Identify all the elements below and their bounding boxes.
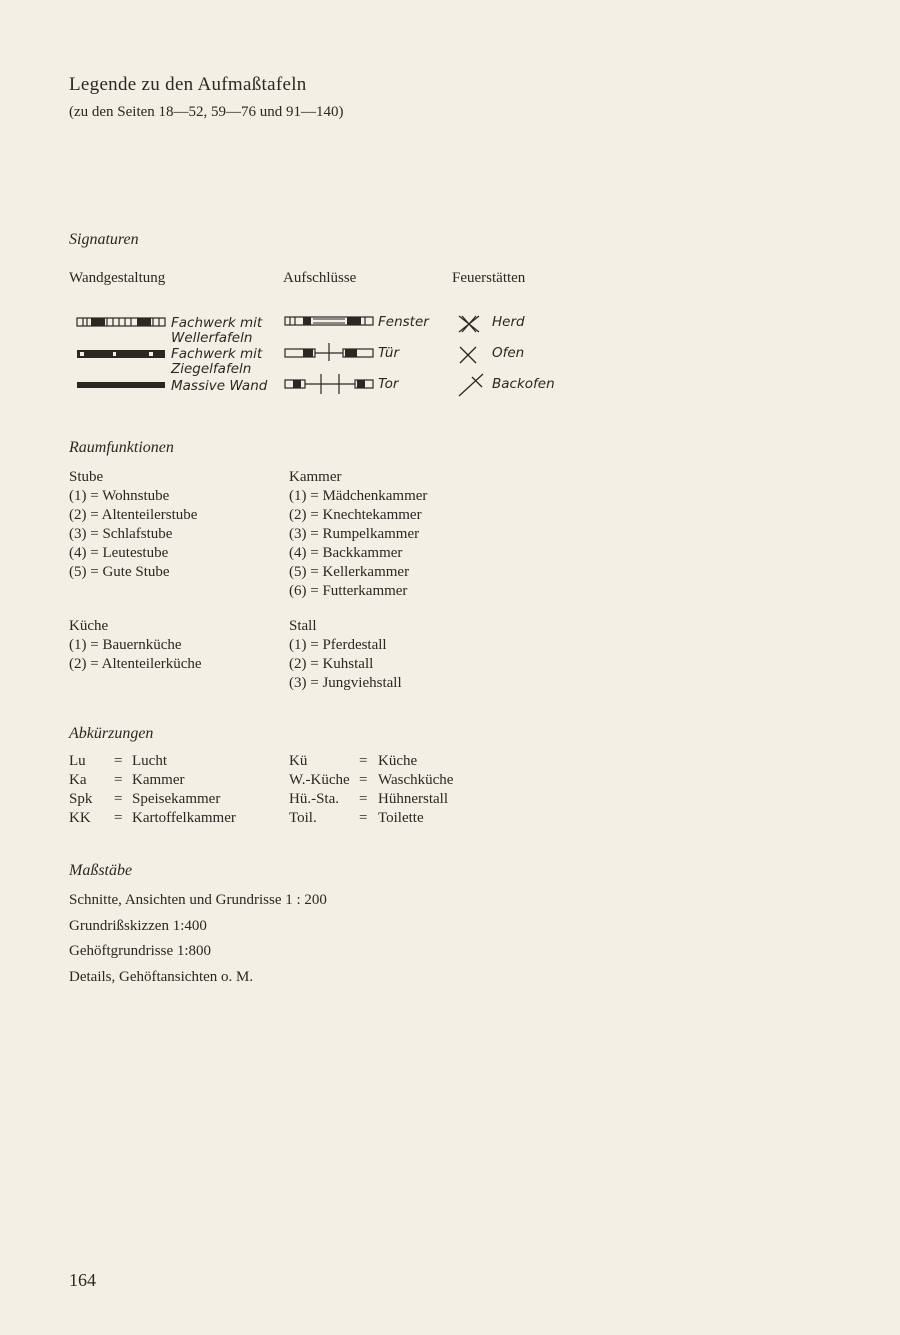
list-item: (3) = Rumpelkammer [289,526,420,542]
block-title: Küche [69,618,109,634]
abbr-eq: = [114,810,123,826]
herd-icon [458,315,480,333]
backofen-icon [458,373,484,397]
abbr: KK [69,810,91,826]
list-item: (6) = Futterkammer [289,583,408,599]
block-title: Kammer [289,469,342,485]
page-title: Legende zu den Aufmaßtafeln [69,74,307,95]
abbr: Hü.-Sta. [289,791,339,807]
kueche-block [69,617,202,674]
wall-label-fachwerk-weller [171,316,262,346]
column-heading-aufschluesse: Aufschlüsse [283,270,357,286]
page-subtitle: (zu den Seiten 18—52, 59—76 und 91—140) [69,104,344,120]
abbr-eq: = [359,810,368,826]
abbr-meaning: Küche [378,753,418,769]
abbr: Ka [69,772,87,788]
abbr: Spk [69,791,93,807]
label-ofen: Ofen [492,345,525,361]
tor-symbol [285,374,373,394]
wall-label-fachwerk-ziegel [171,347,262,377]
abbr: Kü [289,753,308,769]
label-backofen: Backofen [492,376,555,392]
label-herd: Herd [492,314,525,330]
abbr-meaning: Kammer [132,772,185,788]
abbr-meaning: Speisekammer [132,791,221,807]
section-heading-signaturen: Signaturen [69,231,139,248]
list-item: (2) = Altenteilerküche [69,656,202,672]
column-heading-wandgestaltung: Wandgestaltung [69,270,166,286]
list-item: (4) = Backkammer [289,545,403,561]
scale-item: Schnitte, Ansichten und Grundrisse 1 : 200 [69,892,327,908]
abbr: Toil. [289,810,317,826]
list-item: (2) = Altenteilerstube [69,507,198,523]
section-heading-massstaebe: Maßstäbe [69,862,133,879]
scale-item: Gehöftgrundrisse 1:800 [69,943,212,959]
abbr-eq: = [359,791,368,807]
scale-item: Grundrißskizzen 1:400 [69,918,207,934]
wall-label-line1: Fachwerk mit [171,346,263,362]
abbr-meaning: Waschküche [378,772,454,788]
abbr-eq: = [114,753,123,769]
list-item: (3) = Jungviehstall [289,675,402,691]
list-item: (2) = Knechtekammer [289,507,422,523]
column-heading-feuerstaetten: Feuerstätten [452,270,526,286]
abbr-eq: = [114,791,123,807]
scale-item: Details, Gehöftansichten o. M. [69,969,254,985]
abbr: Lu [69,753,86,769]
list-item: (1) = Wohnstube [69,488,170,504]
list-item: (1) = Bauernküche [69,637,182,653]
abbr-meaning: Lucht [132,753,167,769]
abbr-meaning: Hühnerstall [378,791,448,807]
block-title: Stube [69,469,104,485]
list-item: (5) = Gute Stube [69,564,170,580]
list-item: (1) = Pferdestall [289,637,387,653]
fenster-symbol [285,316,373,326]
wall-symbol-massiv [77,381,165,389]
list-item: (3) = Schlafstube [69,526,173,542]
abbr-eq: = [114,772,123,788]
list-item: (1) = Mädchenkammer [289,488,428,504]
label-tuer: Tür [378,345,399,361]
abbr-meaning: Toilette [378,810,424,826]
section-heading-abkuerzungen: Abkürzungen [69,725,154,742]
wall-label-line2: Ziegelfafeln [171,361,252,377]
abbr: W.-Küche [289,772,350,788]
wall-label-line1: Fachwerk mit [171,315,263,331]
stube-block [69,468,197,582]
wall-label-line1: Massive Wand [171,378,268,394]
list-item: (4) = Leutestube [69,545,169,561]
wall-label-line2: Wellerfafeln [171,330,253,346]
list-item: (5) = Kellerkammer [289,564,410,580]
wall-label-massiv [171,379,267,394]
label-tor: Tor [378,376,399,392]
block-title: Stall [289,618,317,634]
stall-block [289,617,402,693]
section-heading-raumfunktionen: Raumfunktionen [69,439,174,456]
list-item: (2) = Kuhstall [289,656,374,672]
tuer-symbol [285,342,373,362]
abbr-eq: = [359,753,368,769]
wall-symbol-fachwerk-ziegel [77,349,165,359]
kammer-block [289,468,427,601]
abbr-eq: = [359,772,368,788]
page-number: 164 [69,1270,96,1290]
label-fenster: Fenster [378,314,429,330]
abbr-meaning: Kartoffelkammer [132,810,236,826]
wall-symbol-fachwerk-weller [77,317,165,327]
ofen-icon [459,346,477,364]
